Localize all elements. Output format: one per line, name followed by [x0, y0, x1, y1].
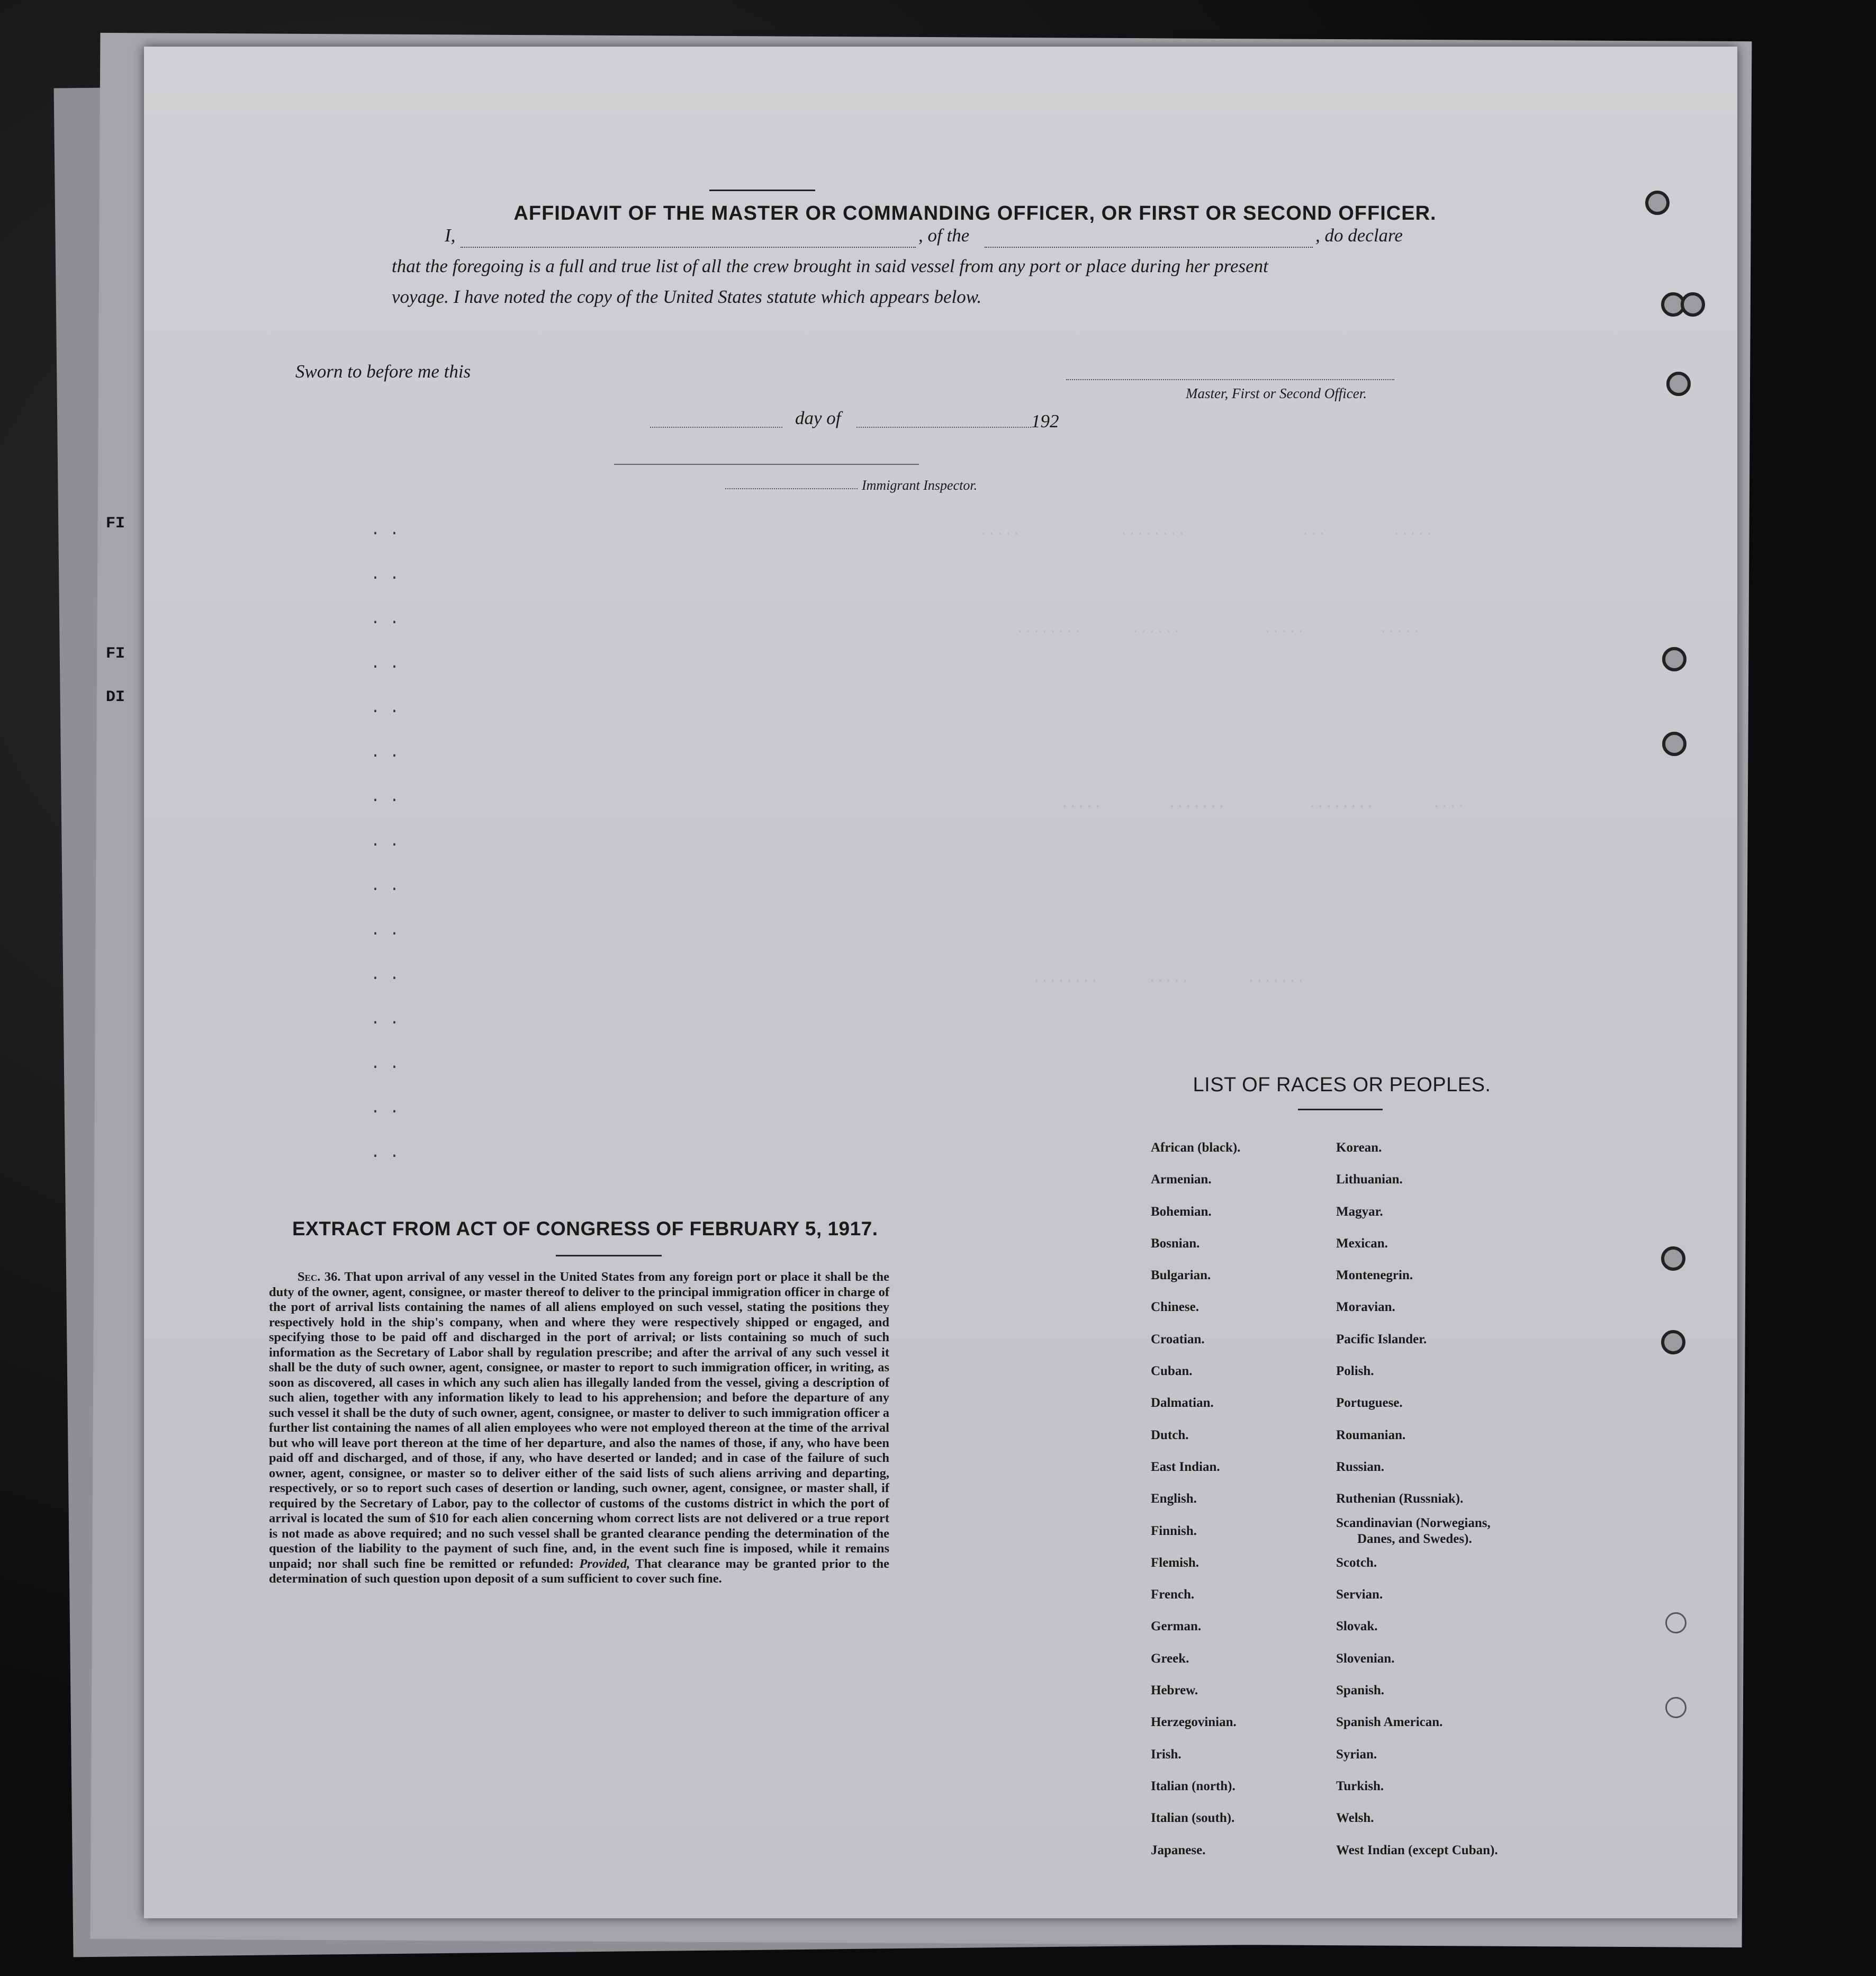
sworn-month-field[interactable] — [856, 427, 1031, 428]
race-item: Magyar. — [1336, 1204, 1383, 1219]
inspector-label: Immigrant Inspector. — [862, 478, 978, 493]
provided-word: Provided, — [579, 1556, 630, 1571]
race-item-line: Scandinavian (Norwegians, — [1336, 1515, 1491, 1530]
declarant-name-field[interactable] — [461, 231, 916, 248]
race-item: Finnish. — [1151, 1523, 1197, 1538]
race-item: Cuban. — [1151, 1364, 1193, 1379]
punch-hole — [1681, 292, 1705, 317]
race-item: Lithuanian. — [1336, 1172, 1403, 1187]
affidavit-title: AFFIDAVIT OF THE MASTER OR COMMANDING OFFICER, OR FIRST OR SECOND OFFICER. — [513, 202, 1437, 224]
margin-mark-3: DI — [106, 688, 125, 706]
master-signature-label: Master, First or Second Officer. — [1186, 385, 1367, 401]
race-item: Chinese. — [1151, 1300, 1199, 1315]
punch-hole — [1661, 1330, 1685, 1354]
race-item: Irish. — [1151, 1747, 1181, 1762]
race-item: Russian. — [1336, 1459, 1385, 1474]
race-item: Moravian. — [1336, 1300, 1395, 1315]
race-item: Herzegovinian. — [1151, 1715, 1237, 1730]
race-item: Montenegrin. — [1336, 1268, 1413, 1283]
races-left-column — [1151, 1132, 1240, 1866]
race-item: Syrian. — [1336, 1747, 1377, 1762]
race-item: African (black). — [1151, 1140, 1241, 1155]
inspector-signature-line[interactable] — [725, 488, 858, 489]
race-item: Hebrew. — [1151, 1683, 1198, 1698]
affidavit-title-rule — [709, 190, 815, 191]
race-item: West Indian (except Cuban). — [1336, 1843, 1498, 1857]
punch-hole — [1662, 732, 1686, 756]
race-item: Bosnian. — [1151, 1236, 1200, 1251]
race-item: Bohemian. — [1151, 1204, 1212, 1219]
extract-body — [269, 1270, 889, 1587]
margin-mark-2: FI — [106, 645, 125, 663]
race-item: Dutch. — [1151, 1427, 1189, 1442]
punch-hole-faint — [1665, 1612, 1686, 1633]
extract-title-rule — [556, 1255, 662, 1256]
vessel-prefix: , of the — [918, 225, 970, 246]
race-item: Bulgarian. — [1151, 1268, 1211, 1283]
race-item: Welsh. — [1336, 1811, 1374, 1826]
race-item — [1336, 1515, 1498, 1547]
extract-title: EXTRACT FROM ACT OF CONGRESS OF FEBRUARY 5, 1917. — [292, 1218, 878, 1240]
race-item: Flemish. — [1151, 1555, 1199, 1570]
master-signature-line[interactable] — [1066, 379, 1394, 380]
affidavit-line-2: that the foregoing is a full and true list of all the crew brought in said vessel from any port or place during her present — [392, 256, 1268, 276]
declare-suffix: , do declare — [1315, 225, 1403, 246]
vessel-name-field[interactable] — [985, 231, 1313, 248]
race-item: East Indian. — [1151, 1459, 1220, 1474]
race-item: Italian (north). — [1151, 1779, 1235, 1793]
affidavit-line-1 — [286, 220, 1450, 251]
races-right-column — [1336, 1132, 1498, 1866]
race-item: Portuguese. — [1336, 1396, 1403, 1411]
affidavit-line-3: voyage. I have noted the copy of the United States statute which appears below. — [392, 286, 982, 307]
sworn-prefix: Sworn to before me this — [295, 361, 471, 382]
race-item: Greek. — [1151, 1651, 1189, 1666]
race-item: Spanish American. — [1336, 1715, 1443, 1730]
race-item: Croatian. — [1151, 1332, 1205, 1346]
races-title: LIST OF RACES OR PEOPLES. — [1193, 1074, 1491, 1096]
race-item: English. — [1151, 1492, 1197, 1506]
race-item-line: Danes, and Swedes). — [1357, 1531, 1472, 1546]
affidavit-body — [286, 220, 1450, 312]
race-item: French. — [1151, 1587, 1195, 1602]
punch-hole — [1662, 647, 1686, 671]
race-item: Servian. — [1336, 1587, 1383, 1602]
race-item: Ruthenian (Russniak). — [1336, 1492, 1464, 1506]
row-dot-markers: . . . . . . . . . . . . . . . . . . . . . . . . . . . . . . — [371, 522, 400, 1162]
punch-hole-faint — [1665, 1697, 1686, 1718]
extract-body-text: That upon arrival of any vessel in the United States from any foreign port or place it shall be the duty of the owner, agent, consignee, or master thereof to deliver to the principal immigration officer in charge of the port of arrival lists containing the names of all aliens employed on such vessel, stating the positions they respectively hold in the ship's company, when and where they were respectively shipped or engaged, and specifying those to be paid off and discharged in the port of arrival; or lists containing so much of such information as the Secretary of Labor shall by regulation prescribe; and after the arrival of any such vessel it shall be the duty of such owner, agent, consignee, or master to report to such immigration officer, in writing, as soon as discovered, all cases in which any such alien has illegally landed from the vessel, giving a description of such alien, together with any information likely to lead to his apprehension; and before the departure of any such vessel it shall be the duty of such owner, agent, consignee, or master to deliver to such immigration officer a further list containing the names of all alien employees who were not employed thereon at the time of the arrival but who will leave port thereon at the time of her departure, and also the names of those, if any, who have been paid off and discharged, and of those, if any, who have deserted or landed; and in case of the failure of such owner, agent, consignee, or master so to deliver either of the said lists of such aliens arriving and departing, respectively, or so to report such cases of desertion or landing, such owner, agent, consignee, or master shall, if required by the Secretary of Labor, pay to the collector of customs of the customs district in which the port of arrival is located the sum of $10 for each alien concerning whom correct lists are not delivered or a true report is not made as above required; and no such vessel shall be granted clearance pending the determination of the question of the liability to the payment of such fine, and, in the event such fine is imposed, while it remains unpaid; nor shall such fine be remitted or refunded: — [269, 1270, 889, 1571]
inspector-line-top[interactable] — [614, 464, 919, 465]
section-label: Sec. 36. — [297, 1270, 341, 1284]
sworn-date-field[interactable] — [650, 427, 782, 428]
document-page: ····· ········ ··· ····· ········ ······ ····· ····· ····· ······· ········ ···· ········ ····· ······· AFFIDAVIT OF THE MASTER OR COMMANDING OFFICER, OR FIRST OR SECOND OFFICER. — [144, 47, 1737, 1918]
declarant-prefix: I, — [445, 225, 456, 246]
race-item: Italian (south). — [1151, 1811, 1235, 1826]
extract-body-end: That clearance may be granted prior to the determination of such question upon deposit of a sum sufficient to cover such fine. — [269, 1556, 889, 1586]
punch-hole — [1666, 372, 1691, 396]
race-item: Turkish. — [1336, 1779, 1384, 1793]
race-item: Roumanian. — [1336, 1427, 1406, 1442]
races-title-rule — [1298, 1109, 1383, 1110]
race-item: Spanish. — [1336, 1683, 1385, 1698]
race-item: Japanese. — [1151, 1843, 1206, 1857]
race-item: Pacific Islander. — [1336, 1332, 1427, 1346]
margin-mark-1: FI — [106, 515, 125, 533]
race-item: Slovenian. — [1336, 1651, 1395, 1666]
race-item: Armenian. — [1151, 1172, 1212, 1187]
race-item: Polish. — [1336, 1364, 1374, 1379]
race-item: German. — [1151, 1619, 1202, 1634]
sworn-year-label: 192 — [1031, 411, 1059, 432]
race-item: Scotch. — [1336, 1555, 1377, 1570]
race-item: Slovak. — [1336, 1619, 1378, 1634]
punch-hole — [1661, 1246, 1685, 1271]
sworn-day-label: day of — [795, 408, 841, 428]
punch-hole — [1645, 191, 1670, 215]
race-item: Korean. — [1336, 1140, 1382, 1155]
race-item: Dalmatian. — [1151, 1396, 1214, 1411]
race-item: Mexican. — [1336, 1236, 1388, 1251]
